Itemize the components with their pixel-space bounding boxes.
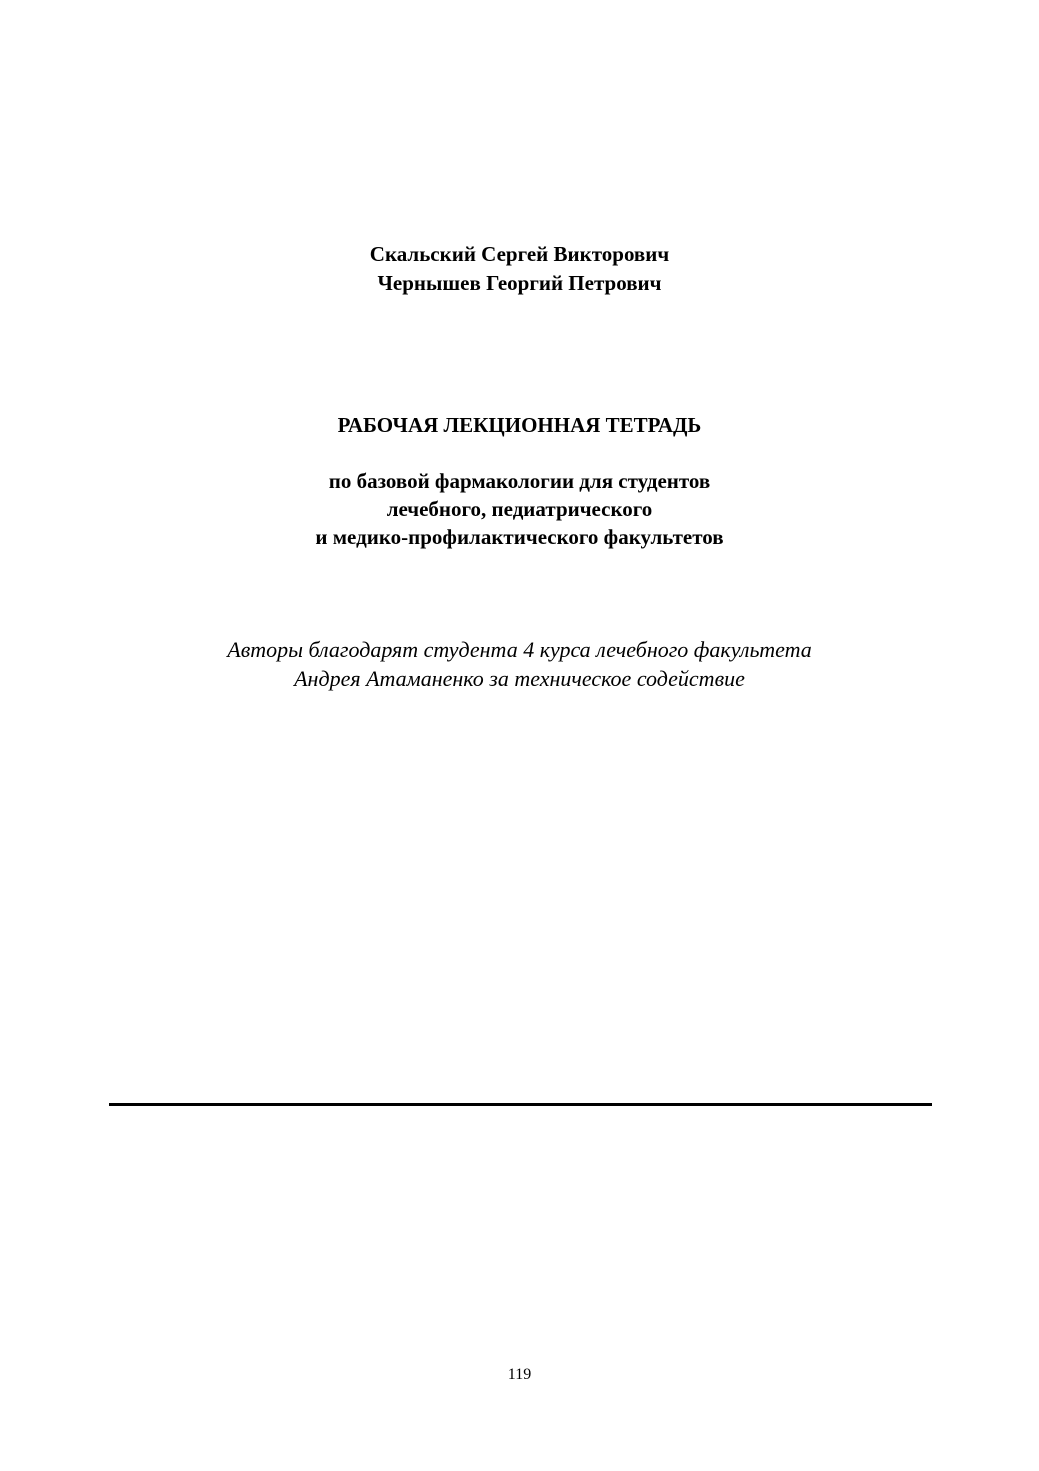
document-subtitle (0, 467, 1039, 551)
subtitle-line: и медико-профилактического факультетов (315, 525, 724, 549)
acknowledgement-line: Авторы благодарят студента 4 курса лечебного факультета (227, 637, 812, 662)
acknowledgement-line: Андрея Атаманенко за техническое содействие (294, 666, 745, 691)
document-title: РАБОЧАЯ ЛЕКЦИОННАЯ ТЕТРАДЬ (337, 413, 702, 437)
author-name: Чернышев Георгий Петрович (377, 271, 662, 295)
subtitle-line: лечебного, педиатрического (386, 497, 653, 521)
subtitle-line: по базовой фармакологии для студентов (328, 469, 711, 493)
authors-block (0, 240, 1039, 298)
author-name: Скальский Сергей Викторович (369, 242, 670, 266)
horizontal-divider (109, 1103, 932, 1106)
acknowledgement (0, 635, 1039, 693)
page-number: 119 (507, 1366, 532, 1383)
